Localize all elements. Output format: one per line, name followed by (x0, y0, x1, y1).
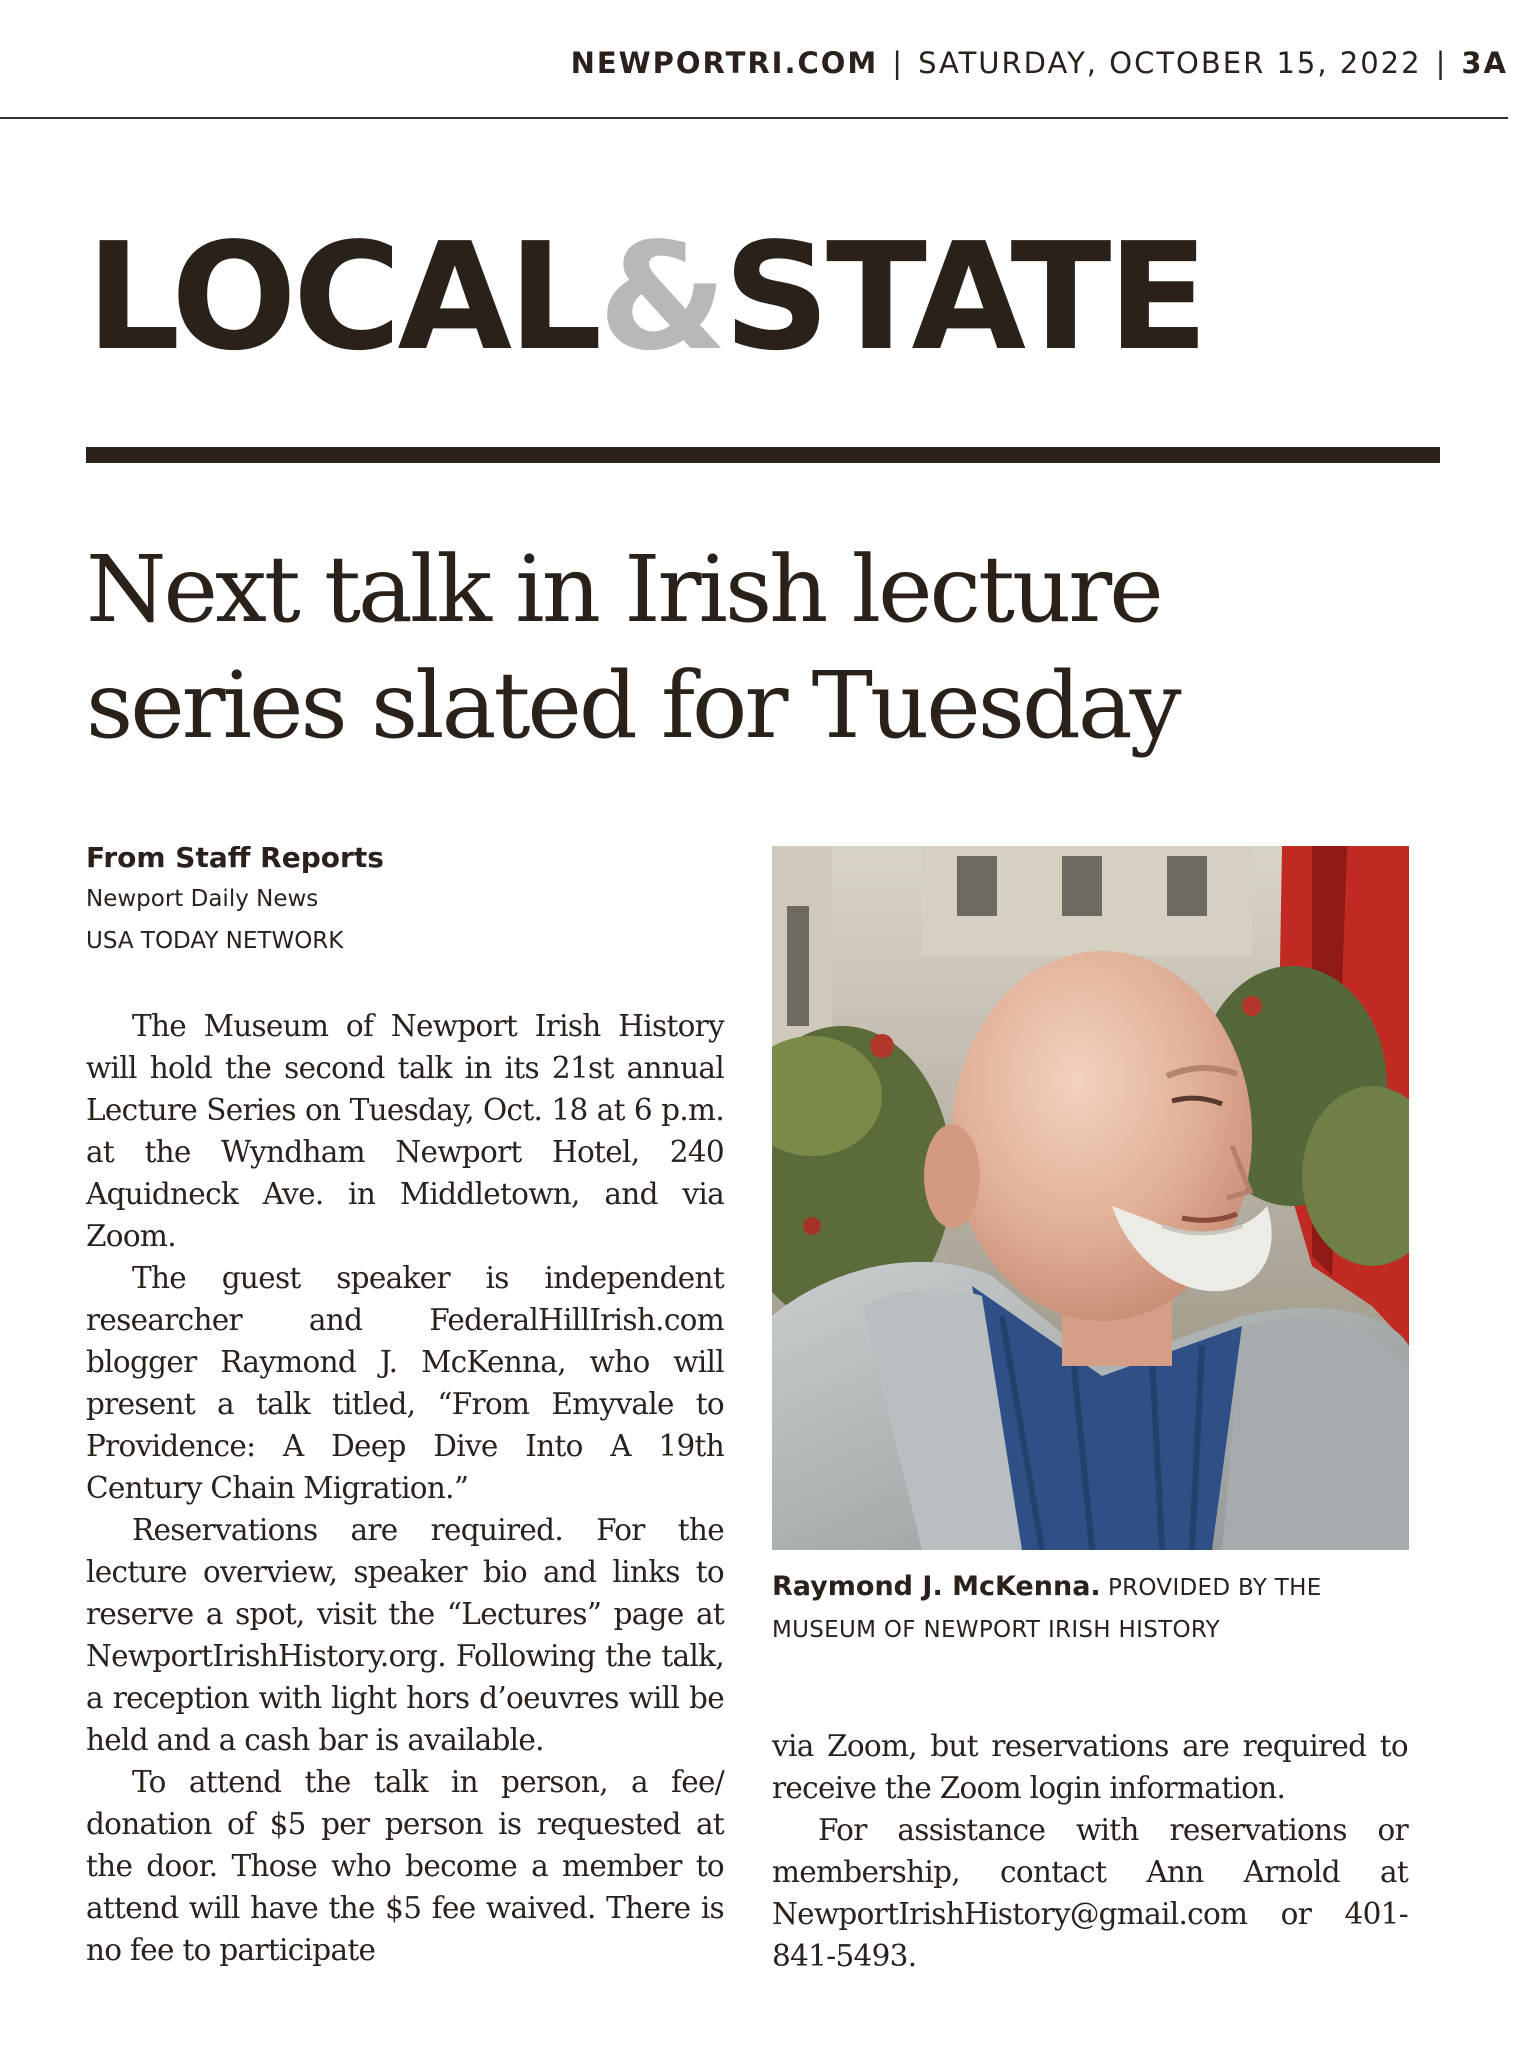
page-folio (571, 46, 1508, 80)
section-title-state: STATE (723, 211, 1205, 383)
byline-paper: Newport Daily News (86, 886, 319, 912)
article-column-1 (86, 1005, 724, 1971)
page-number: 3A (1461, 46, 1508, 80)
article-column-2 (772, 1725, 1408, 1977)
article-paragraph: For assistance with reservations or membership, contact Ann Arnold at NewportIrishHistory@gmail.com or 401-841-5493. (772, 1813, 1408, 1973)
speaker-photo-illustration (772, 846, 1409, 1550)
article-paragraph: The Museum of Newport Irish History will hold the second talk in its 21st annual Lecture Series on Tuesday, Oct. 18 at 6 p.m. at the Wyndham Newport Hotel, 240 Aquidneck Ave. in Middletown, and via Zoom. (86, 1009, 724, 1253)
headline-line-2: series slated for Tuesday (86, 652, 1179, 759)
article-paragraph: Reservations are required. For the lecture overview, speaker bio and links to reserve a spot, visit the “Lectures” page at NewportIrishHistory.org. Following the talk, a reception with light hors d’oeuvres will be held and a cash bar is available. (86, 1513, 724, 1757)
folio-separator: | (1435, 46, 1448, 80)
header-rule (0, 117, 1508, 119)
byline (86, 838, 384, 962)
folio-separator: | (892, 46, 905, 80)
article-paragraph: To attend the talk in person, a fee/ donation of $5 per person is requested at the door. Those who become a member to attend will have the $5 fee waived. There is no fee to participate (86, 1765, 724, 1967)
section-rule (86, 447, 1440, 463)
headline-line-1: Next talk in Irish lecture (86, 536, 1161, 643)
site-name: NEWPORTRI.COM (570, 46, 879, 80)
section-title (86, 211, 1205, 383)
section-title-local: LOCAL (86, 211, 599, 383)
article-paragraph: The guest speaker is independent researcher and FederalHillIrish.com blogger Raymond J. McKenna, who will present a talk titled, “From Emyvale to Providence: A Deep Dive Into A 19th Century Chain Migration.” (86, 1261, 724, 1505)
byline-staff: From Staff Reports (86, 841, 384, 874)
article-paragraph: via Zoom, but reservations are required to receive the Zoom login information. (772, 1729, 1408, 1805)
section-title-ampersand: & (598, 211, 724, 383)
byline-network: USA TODAY NETWORK (86, 928, 344, 954)
photo-caption (772, 1566, 1412, 1651)
headline (86, 532, 1466, 764)
issue-date: SATURDAY, OCTOBER 15, 2022 (918, 46, 1422, 80)
caption-credit: PROVIDED BY THE MUSEUM OF NEWPORT IRISH HISTORY (772, 1575, 1322, 1643)
caption-name: Raymond J. McKenna. (772, 1571, 1101, 1602)
speaker-photo (772, 846, 1409, 1550)
